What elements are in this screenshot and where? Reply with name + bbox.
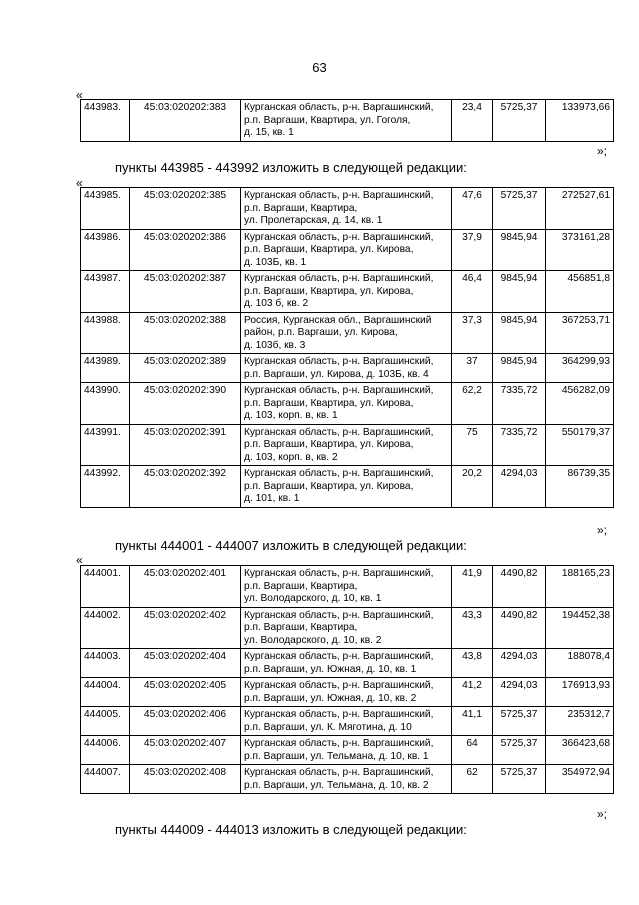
table-row	[81, 229, 614, 271]
cadastral-cost: 272527,61	[546, 188, 614, 230]
closing-quote: »;	[597, 144, 608, 158]
item-number: 444006.	[81, 736, 130, 765]
cadastral-cost: 188165,23	[546, 566, 614, 608]
table-row	[81, 271, 614, 313]
cadastral-number: 45:03:020202:383	[130, 100, 241, 142]
register-table	[80, 187, 614, 508]
address-line: ул. Володарского, д. 10, кв. 2	[244, 634, 382, 646]
cadastral-cost: 364299,93	[546, 354, 614, 383]
cadastral-number: 45:03:020202:390	[130, 383, 241, 425]
item-number: 443990.	[81, 383, 130, 425]
item-number: 444001.	[81, 566, 130, 608]
closing-quote: »;	[597, 807, 608, 821]
address-cell	[241, 607, 452, 649]
address-line: Курганская область, р-н. Варгашинский,	[244, 426, 434, 438]
table-row	[81, 607, 614, 649]
opening-quote: «	[76, 553, 83, 567]
page-number: 63	[312, 60, 327, 75]
address-line: р.п. Варгаши, Квартира, ул. Кирова,	[244, 439, 414, 450]
cadastral-number: 45:03:020202:389	[130, 354, 241, 383]
item-number: 443991.	[81, 424, 130, 466]
area-value: 75	[452, 424, 493, 466]
register-table	[80, 99, 614, 142]
item-number: 443983.	[81, 100, 130, 142]
address-line: Курганская область, р-н. Варгашинский,	[244, 102, 434, 113]
address-cell	[241, 271, 452, 313]
address-line: Курганская область, р-н. Варгашинский,	[244, 231, 434, 243]
address-line: р.п. Варгаши, ул. К. Мяготина, д. 10	[244, 721, 412, 733]
table-row	[81, 312, 614, 354]
address-line: Курганская область, р-н. Варгашинский,	[244, 738, 434, 749]
address-line: район, р.п. Варгаши, ул. Кирова,	[244, 327, 398, 338]
address-line: д. 103, корп. в, кв. 1	[244, 410, 338, 421]
address-cell	[241, 188, 452, 230]
price-per-unit: 7335,72	[493, 383, 546, 425]
cadastral-cost: 194452,38	[546, 607, 614, 649]
table-row	[81, 100, 614, 142]
table-row	[81, 424, 614, 466]
area-value: 37,3	[452, 312, 493, 354]
cadastral-number: 45:03:020202:404	[130, 649, 241, 678]
cadastral-number: 45:03:020202:408	[130, 765, 241, 794]
price-per-unit: 4294,03	[493, 649, 546, 678]
cadastral-cost: 367253,71	[546, 312, 614, 354]
address-cell	[241, 649, 452, 678]
amendment-paragraph: пункты 444001 - 444007 изложить в следующей редакции:	[115, 538, 467, 553]
area-value: 41,9	[452, 566, 493, 608]
price-per-unit: 4294,03	[493, 466, 546, 508]
table-row	[81, 736, 614, 765]
cadastral-number: 45:03:020202:385	[130, 188, 241, 230]
price-per-unit: 9845,94	[493, 354, 546, 383]
address-cell	[241, 736, 452, 765]
register-table	[80, 565, 614, 794]
table-row	[81, 188, 614, 230]
cadastral-cost: 456851,8	[546, 271, 614, 313]
address-line: д. 103, корп. в, кв. 2	[244, 451, 338, 463]
item-number: 443989.	[81, 354, 130, 383]
area-value: 43,8	[452, 649, 493, 678]
address-cell	[241, 312, 452, 354]
opening-quote: «	[76, 88, 83, 102]
address-line: Курганская область, р-н. Варгашинский,	[244, 385, 434, 396]
cadastral-number: 45:03:020202:406	[130, 707, 241, 736]
price-per-unit: 4490,82	[493, 566, 546, 608]
price-per-unit: 5725,37	[493, 188, 546, 230]
price-per-unit: 4490,82	[493, 607, 546, 649]
address-line: р.п. Варгаши, Квартира, ул. Кирова,	[244, 480, 414, 492]
address-line: р.п. Варгаши, Квартира, ул. Кирова,	[244, 285, 414, 297]
address-line: р.п. Варгаши, ул. Южная, д. 10, кв. 2	[244, 692, 417, 704]
price-per-unit: 9845,94	[493, 229, 546, 271]
address-line: р.п. Варгаши, Квартира, ул. Кирова,	[244, 244, 414, 255]
area-value: 43,3	[452, 607, 493, 649]
address-line: р.п. Варгаши, Квартира, ул. Кирова,	[244, 397, 414, 409]
address-cell	[241, 100, 452, 142]
address-line: Курганская область, р-н. Варгашинский,	[244, 680, 434, 691]
address-line: р.п. Варгаши, ул. Южная, д. 10, кв. 1	[244, 663, 417, 675]
item-number: 443992.	[81, 466, 130, 508]
table-row	[81, 354, 614, 383]
address-cell	[241, 354, 452, 383]
address-cell	[241, 229, 452, 271]
address-line: д. 103Б, кв. 1	[244, 256, 307, 268]
item-number: 444003.	[81, 649, 130, 678]
area-value: 41,1	[452, 707, 493, 736]
address-line: р.п. Варгаши, Квартира, ул. Гоголя,	[244, 114, 411, 126]
area-value: 62	[452, 765, 493, 794]
price-per-unit: 4294,03	[493, 678, 546, 707]
cadastral-number: 45:03:020202:391	[130, 424, 241, 466]
address-line: Курганская область, р-н. Варгашинский,	[244, 356, 434, 367]
table-row	[81, 765, 614, 794]
address-cell	[241, 466, 452, 508]
area-value: 41,2	[452, 678, 493, 707]
address-line: р.п. Варгаши, Квартира,	[244, 580, 358, 592]
cadastral-number: 45:03:020202:407	[130, 736, 241, 765]
address-cell	[241, 707, 452, 736]
amendment-paragraph: пункты 444009 - 444013 изложить в следующей редакции:	[115, 822, 467, 837]
cadastral-cost: 366423,68	[546, 736, 614, 765]
address-cell	[241, 566, 452, 608]
address-line: р.п. Варгаши, ул. Тельмана, д. 10, кв. 2	[244, 779, 429, 791]
address-line: д. 103б, кв. 3	[244, 339, 306, 351]
item-number: 444005.	[81, 707, 130, 736]
item-number: 444007.	[81, 765, 130, 794]
cadastral-number: 45:03:020202:387	[130, 271, 241, 313]
item-number: 443987.	[81, 271, 130, 313]
cadastral-cost: 86739,35	[546, 466, 614, 508]
opening-quote: «	[76, 176, 83, 190]
table-row	[81, 383, 614, 425]
address-line: р.п. Варгаши, ул. Тельмана, д. 10, кв. 1	[244, 750, 429, 762]
price-per-unit: 5725,37	[493, 100, 546, 142]
cadastral-cost: 373161,28	[546, 229, 614, 271]
area-value: 23,4	[452, 100, 493, 142]
item-number: 443986.	[81, 229, 130, 271]
address-line: р.п. Варгаши, Квартира,	[244, 202, 358, 214]
cadastral-number: 45:03:020202:402	[130, 607, 241, 649]
cadastral-number: 45:03:020202:405	[130, 678, 241, 707]
address-line: Курганская область, р-н. Варгашинский,	[244, 651, 434, 662]
cadastral-cost: 354972,94	[546, 765, 614, 794]
table-row	[81, 566, 614, 608]
table-row	[81, 649, 614, 678]
address-line: д. 103 б, кв. 2	[244, 298, 309, 309]
area-value: 37,9	[452, 229, 493, 271]
address-line: Курганская область, р-н. Варгашинский,	[244, 609, 434, 621]
area-value: 47,6	[452, 188, 493, 230]
address-line: Курганская область, р-н. Варгашинский,	[244, 468, 434, 479]
price-per-unit: 5725,37	[493, 736, 546, 765]
cadastral-number: 45:03:020202:386	[130, 229, 241, 271]
cadastral-cost: 188078,4	[546, 649, 614, 678]
address-line: Курганская область, р-н. Варгашинский,	[244, 709, 434, 720]
address-line: Курганская область, р-н. Варгашинский,	[244, 273, 434, 284]
cadastral-number: 45:03:020202:392	[130, 466, 241, 508]
table-body	[81, 566, 614, 794]
address-line: Курганская область, р-н. Варгашинский,	[244, 767, 434, 778]
address-line: р.п. Варгаши, Квартира,	[244, 622, 358, 633]
cadastral-cost: 456282,09	[546, 383, 614, 425]
cadastral-cost: 235312,7	[546, 707, 614, 736]
price-per-unit: 7335,72	[493, 424, 546, 466]
address-cell	[241, 765, 452, 794]
address-line: Курганская область, р-н. Варгашинский,	[244, 568, 434, 579]
price-per-unit: 5725,37	[493, 707, 546, 736]
cadastral-number: 45:03:020202:388	[130, 312, 241, 354]
table-row	[81, 678, 614, 707]
closing-quote: »;	[597, 523, 608, 537]
table-body	[81, 188, 614, 508]
amendment-paragraph: пункты 443985 - 443992 изложить в следующей редакции:	[115, 160, 467, 175]
address-line: д. 15, кв. 1	[244, 127, 294, 138]
area-value: 37	[452, 354, 493, 383]
area-value: 62,2	[452, 383, 493, 425]
table-row	[81, 707, 614, 736]
area-value: 20,2	[452, 466, 493, 508]
item-number: 443985.	[81, 188, 130, 230]
item-number: 443988.	[81, 312, 130, 354]
address-line: р.п. Варгаши, ул. Кирова, д. 103Б, кв. 4	[244, 368, 429, 380]
price-per-unit: 9845,94	[493, 271, 546, 313]
item-number: 444004.	[81, 678, 130, 707]
cadastral-cost: 550179,37	[546, 424, 614, 466]
address-line: Курганская область, р-н. Варгашинский,	[244, 190, 434, 201]
area-value: 64	[452, 736, 493, 765]
address-line: ул. Пролетарская, д. 14, кв. 1	[244, 215, 383, 226]
item-number: 444002.	[81, 607, 130, 649]
cadastral-cost: 133973,66	[546, 100, 614, 142]
table-row	[81, 466, 614, 508]
address-line: Россия, Курганская обл., Варгашинский	[244, 314, 432, 326]
address-cell	[241, 678, 452, 707]
cadastral-cost: 176913,93	[546, 678, 614, 707]
address-cell	[241, 383, 452, 425]
cadastral-number: 45:03:020202:401	[130, 566, 241, 608]
table-body	[81, 100, 614, 142]
price-per-unit: 5725,37	[493, 765, 546, 794]
address-line: ул. Володарского, д. 10, кв. 1	[244, 593, 382, 604]
price-per-unit: 9845,94	[493, 312, 546, 354]
address-cell	[241, 424, 452, 466]
area-value: 46,4	[452, 271, 493, 313]
address-line: д. 101, кв. 1	[244, 493, 300, 504]
